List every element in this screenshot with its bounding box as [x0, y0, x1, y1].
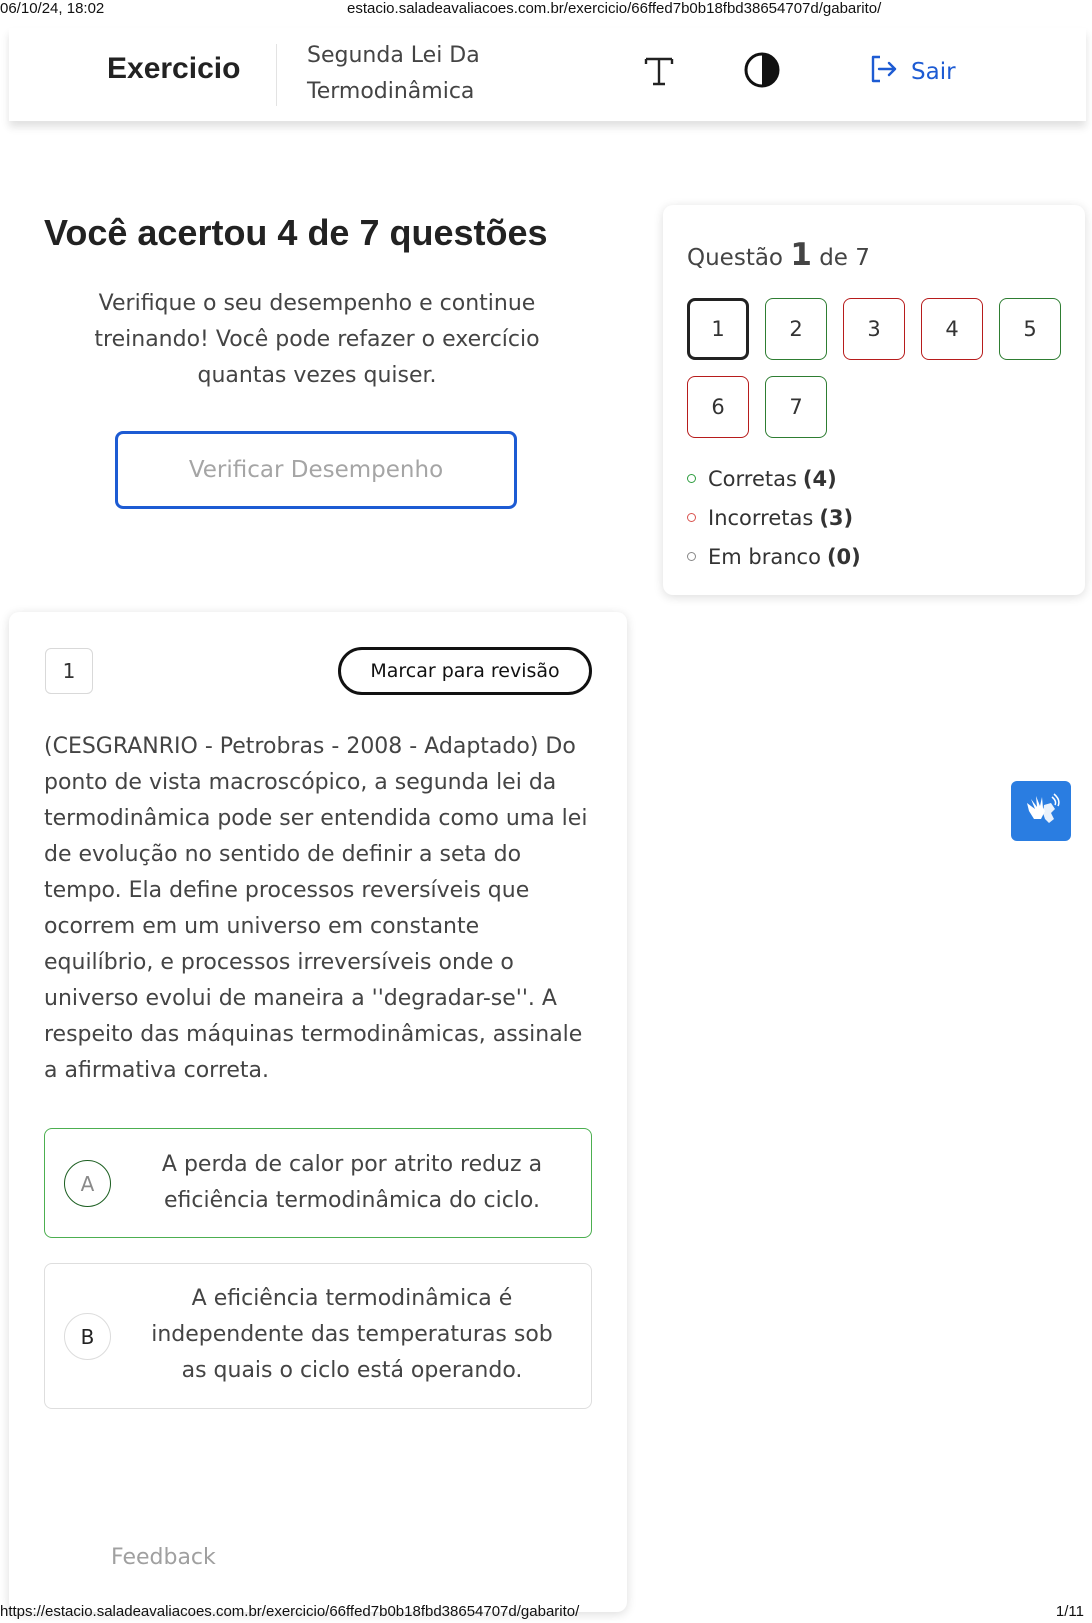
brand-title: Exercicio — [107, 52, 241, 85]
print-footer — [0, 1603, 1092, 1623]
feedback-label: Feedback — [111, 1545, 216, 1570]
question-navigator — [663, 205, 1085, 595]
question-number-badge: 1 — [45, 648, 93, 694]
question-statement: (CESGRANRIO - Petrobras - 2008 - Adaptado) Do ponto de vista macroscópico, a segunda lei da termodinâmica pode ser entendida como uma lei de evolução no sentido de definir a seta do tempo. Ela define processos reversíveis que ocorrem em um universo em constante equilíbrio, e processos irreversíveis onde o universo evolui de maneira a ''degradar-se''. A respeito das máquinas termodinâmicas, assinale a afirmativa correta. — [44, 734, 588, 1083]
question-button-1[interactable]: 1 — [687, 298, 749, 360]
blank-dot-icon — [687, 552, 696, 561]
legend-incorrect — [687, 498, 861, 537]
legend-blank-count: (0) — [826, 544, 861, 569]
verify-performance-button[interactable]: Verificar Desempenho — [115, 431, 517, 509]
result-subtitle: Verifique o seu desempenho e continue treinando! Você pode refazer o exercício quantas vezes quiser. — [94, 291, 540, 388]
logout-button[interactable] — [867, 54, 956, 90]
question-button-3[interactable]: 3 — [843, 298, 905, 360]
option-b-letter: B — [64, 1313, 111, 1360]
topic-line-1: Segunda Lei Da — [307, 43, 480, 68]
font-size-icon[interactable] — [639, 50, 679, 90]
contrast-icon[interactable] — [742, 50, 782, 90]
option-b-text: A eficiência termodinâmica é independente das temperaturas sob as quais o ciclo está operando. — [151, 1286, 553, 1383]
exercise-topic — [307, 38, 587, 110]
option-b[interactable] — [44, 1263, 592, 1409]
question-counter — [687, 237, 870, 273]
counter-current: 1 — [790, 237, 812, 273]
question-button-7[interactable]: 7 — [765, 376, 827, 438]
topic-line-2: Termodinâmica — [307, 79, 475, 104]
legend-incorrect-label: Incorretas — [708, 505, 814, 530]
sign-language-hands-icon — [1021, 789, 1061, 833]
print-datetime: 06/10/24, 18:02 — [0, 0, 105, 17]
option-a[interactable] — [44, 1128, 592, 1238]
print-header — [0, 0, 1092, 20]
print-page-number: 1/11 — [1055, 1603, 1084, 1620]
print-header-url: estacio.saladeavaliacoes.com.br/exercicio/66ffed7b0b18fbd38654707d/gabarito/ — [347, 0, 882, 17]
question-button-4[interactable]: 4 — [921, 298, 983, 360]
legend-correct — [687, 459, 861, 498]
legend-blank — [687, 537, 861, 576]
result-title: Você acertou 4 de 7 questões — [44, 212, 548, 253]
legend-blank-label: Em branco — [708, 544, 821, 569]
question-card — [9, 612, 627, 1612]
question-button-2[interactable]: 2 — [765, 298, 827, 360]
correct-dot-icon — [687, 474, 696, 483]
legend-correct-label: Corretas — [708, 466, 797, 491]
option-a-text: A perda de calor por atrito reduz a eficiência termodinâmica do ciclo. — [161, 1152, 543, 1213]
logout-icon — [867, 53, 899, 91]
question-button-6[interactable]: 6 — [687, 376, 749, 438]
counter-suffix: de 7 — [819, 245, 870, 271]
legend-incorrect-count: (3) — [819, 505, 854, 530]
question-button-5[interactable]: 5 — [999, 298, 1061, 360]
sign-language-button[interactable] — [1011, 781, 1071, 841]
option-a-letter: A — [64, 1160, 111, 1207]
mark-for-review-button[interactable]: Marcar para revisão — [338, 647, 592, 695]
print-footer-url: https://estacio.saladeavaliacoes.com.br/exercicio/66ffed7b0b18fbd38654707d/gabarito/ — [0, 1603, 580, 1620]
incorrect-dot-icon — [687, 513, 696, 522]
status-legend — [687, 459, 861, 576]
legend-correct-count: (4) — [802, 466, 837, 491]
logout-label: Sair — [911, 59, 956, 85]
counter-prefix: Questão — [687, 245, 783, 271]
header-divider — [276, 44, 277, 106]
top-bar — [9, 28, 1086, 121]
